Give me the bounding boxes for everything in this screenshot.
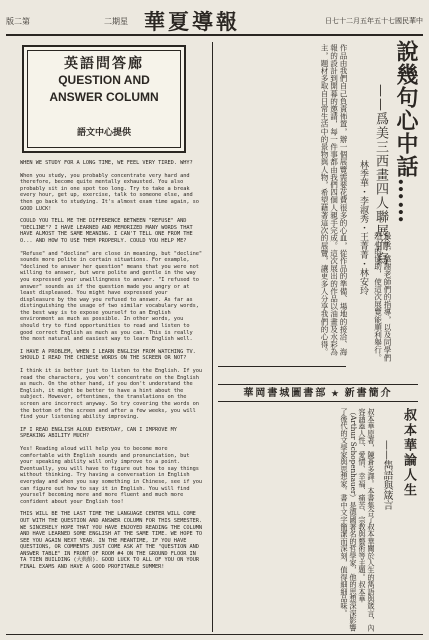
banner-subtitle: 新書簡介	[344, 388, 393, 399]
qa-column-body	[20, 160, 204, 630]
article-body: 作品由我們自己負責佈置，辦一個展覽需要花費很多的心血，從作品的準備、場地的接洽、海報的設計到開幕的邀請，每一件事都由我們四個人親手完成。這次展出的作品以油畫及水彩為主，題材多取自日常生活中的景物與人物，希望藉著這次的展覽，讓更多人分享我們的心得。	[320, 44, 348, 356]
book-section-banner	[218, 384, 418, 402]
qa-question: IF I READ ENGLISH ALOUD EVERYDAY, CAN I IMPROVE MY SPEAKING ABILITY MUCH?	[20, 426, 177, 440]
article-rule	[218, 366, 346, 367]
article-body-upper: 最後，感謝老師們的指導，以及同學們熱心的協助，使這次展覽能順利舉行。	[373, 232, 392, 362]
qa-answer: When you study, you probably concentrate very hard and therefore, become quite mentally exhausted. You also probably sit in one spot too long. Try to take a break every hour, get up, exercise, talk to someone else, and then go back to studying. It's almost exam time again, so GOOD LUCK!	[20, 172, 199, 212]
qa-english-title-line1: QUESTION AND	[58, 73, 150, 87]
qa-answer: "Refuse" and "decline" are close in meaning, but "decline" sounds more polite in certain situations. For example, "declined to answer her question" means that you were not willing to answer, but were polite and gentle in the way you expressed your unwillingness to answer. "I refused to answer" sounds as if the question made you angry or at least displeased. You might have expressed your displeasure by the way you refused to answer. As far as distinguishing the usage of two similar vocabulary words, the best way is to expose yourself to an English environment as much as possible. In other words, you should try to find opportunities to read and listen to good correct English as much as you can. This is really the most natural and easiest way to learn English well.	[20, 250, 203, 343]
page-header	[6, 6, 423, 34]
book-title: 叔本華論人生	[401, 408, 416, 498]
article-title: 說幾句心中話……	[393, 40, 419, 224]
qa-answer: I think it is better just to listen to the English. If you read the characters, you won't concentrate on the English as much. On the other hand, if you don't understand the English, it might be better to have a hint about the subject. However, oftentimes, the translations on the screen are incorrect anyway. So try covering the words on the bottom of the screen and after a few weeks, you will find your listening ability improving.	[20, 368, 203, 421]
banner-title: 華岡書城圖書部	[243, 388, 328, 399]
masthead: 華夏導報	[144, 9, 240, 34]
book-subtitle: ——雋語與箴言	[381, 440, 392, 510]
page-number: 版二第	[6, 17, 30, 26]
weekday: 二期星	[104, 17, 128, 26]
column-divider	[212, 42, 213, 632]
qa-chinese-title: 英語問答廊	[64, 56, 144, 72]
issue-date: 日七十二月五年五十七國民華中	[325, 17, 423, 25]
header-rule	[6, 34, 423, 36]
qa-answer: Yes! Reading aloud will help you to become more comfortable with English sounds and pronunciation, but your speaking ability will only improve to a point. Eventually, you will have to figure out how to say things without thinking. Try having a conversation in English everyday and when you say something in Chinese, see if you can figure out how to say it in English. You will find yourself becoming more and more fluent and much more confident about your English too!	[20, 445, 203, 505]
qa-column-heading	[22, 45, 186, 153]
qa-provider: 語文中心提供	[76, 128, 131, 138]
qa-question: COULD YOU TELL ME THE DIFFERENCE BETWEEN "REFUSE" AND "DECLINE"? I HAVE LEARNED AND MEMORIZED MANY WORDS THAT HAVE ALMOST THE SAME MEANING. I CAN'T TELL ONE FROM THE O... AND HOW TO USE THEM PROPERLY. COULD YOU HELP ME?	[20, 218, 193, 244]
book-review-body: 叔本華原著，陳蒼多譯。本書集合了叔本華關於人生的雋語與箴言，內容涵蓋人性、愛情、幸福、痛苦、宗教與藝術等主題。叔本華（Arthur Schopenhauer）是德國著名的哲學家，他的思想深深影響了後代的文學家與思想家。書中文字簡潔而深刻，值得細細品味。	[340, 408, 376, 632]
star-icon: ★	[331, 388, 341, 398]
article-subtitle: ——爲美三西畫四人聯展而寫	[373, 84, 388, 266]
qa-english-title-line2: ANSWER COLUMN	[49, 90, 159, 104]
qa-question: THIS WILL BE THE LAST TIME THE LANGUAGE CENTER WILL COME OUT WITH THE QUESTION AND ANSWER COLUMN FOR THIS SEMESTER. WE SINCERELY HOPE THAT YOU HAVE ENJOYED READING THE COLUMN AND HAVE LEARNED SOME ENGLISH AT THE SAME TIME. WE HOPE TO SEE YOU AGAIN NEXT YEAR. IN THE MEANTIME, IF YOU HAVE QUESTIONS, OR COMMENTS JUST COME ASK AT THE "QUESTION AND ANSWER TABLE" IN FRONT OF ROOM #4 ON THE GROUND FLOOR IN TA TIEN BUILDING (大典館). GOOD LUCK TO ALL OF YOU ON YOUR FINAL EXAMS AND HAVE A GOOD PROFITABLE SUMMER!	[20, 511, 203, 571]
article-byline: 林季華・李淑秀・王菁菁・林安玲	[358, 160, 368, 295]
qa-question: I HAVE A PROBLEM, WHEN I LEARN ENGLISH FROM WATCHING TV. SHOULD I READ THE CHINESE WORDS ON THE SCREEN OR NOT?	[20, 348, 196, 362]
page-bottom-rule	[6, 634, 423, 635]
qa-question: WHEN WE STUDY FOR A LONG TIME, WE FEEL VERY TIRED. WHY?	[20, 160, 193, 166]
